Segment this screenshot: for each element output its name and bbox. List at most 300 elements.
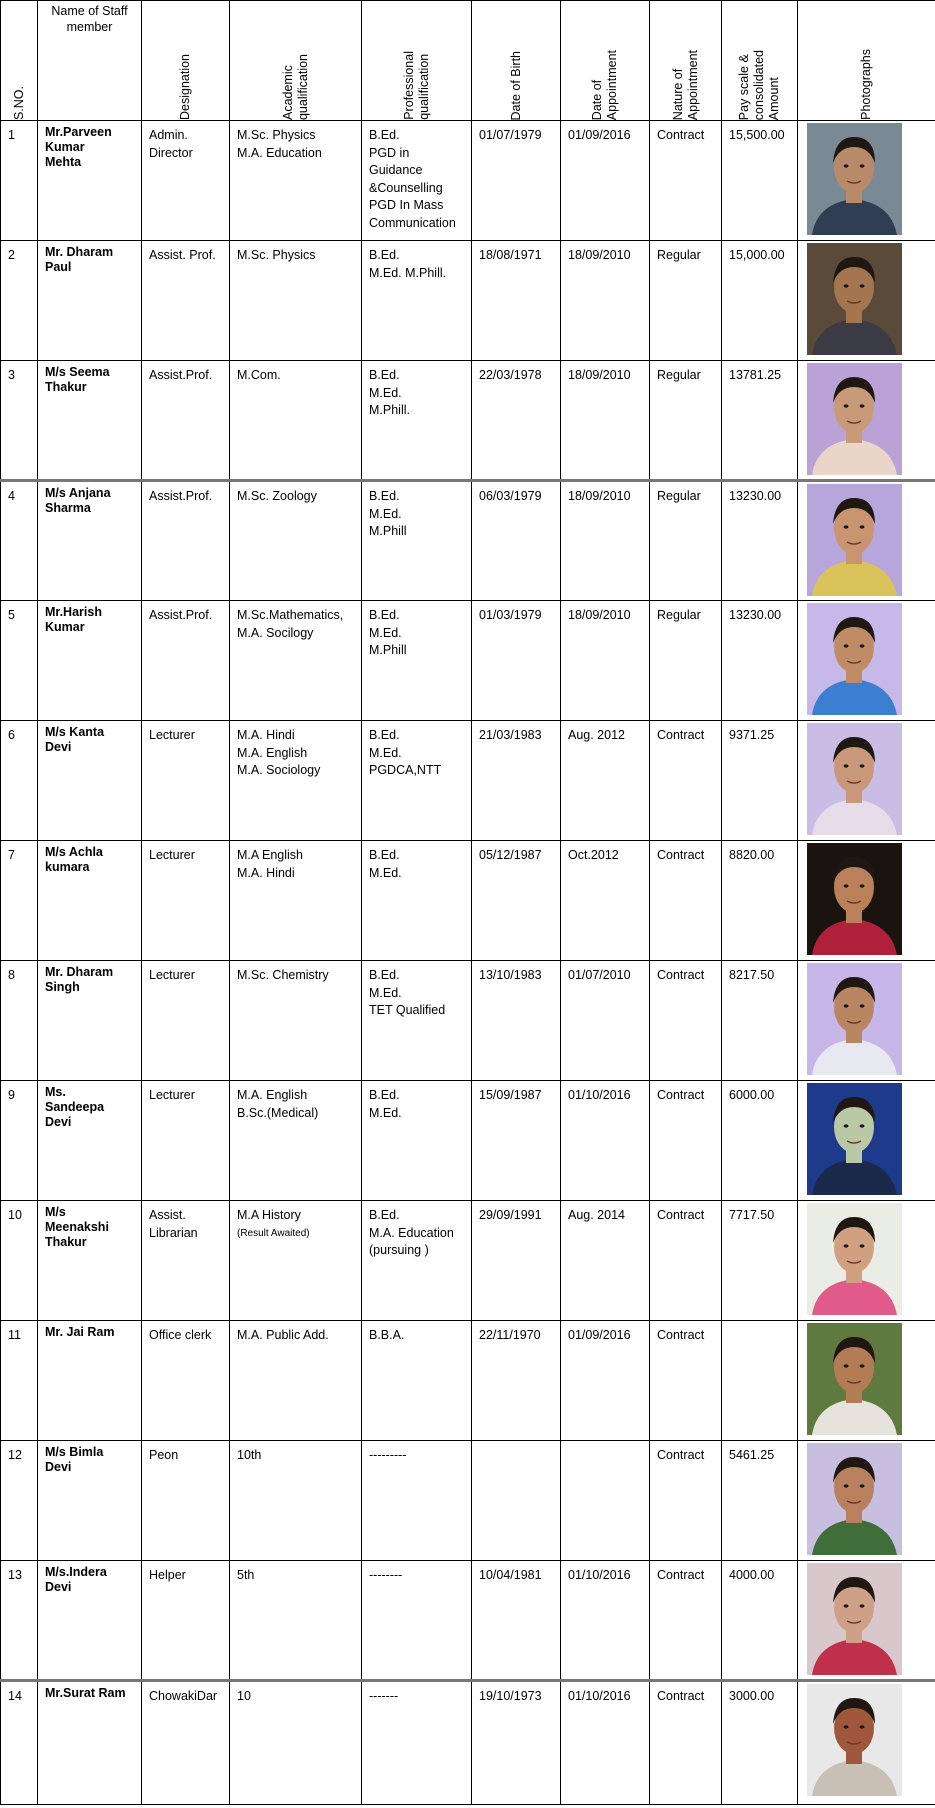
cell-academic-text: M.A. Hindi M.A. English M.A. Sociology [237, 728, 321, 777]
cell-academic [230, 601, 362, 721]
cell-doa [561, 841, 650, 961]
cell-dob [472, 481, 561, 601]
cell-designation-text: Lecturer [149, 1088, 195, 1102]
photo-eye-right [860, 284, 865, 287]
cell-photo [798, 841, 935, 961]
header-designation: Designation [142, 1, 230, 121]
cell-designation-text: Office clerk [149, 1328, 212, 1342]
cell-professional [362, 1441, 472, 1561]
cell-designation [142, 961, 230, 1081]
cell-academic-text: M.A. English B.Sc.(Medical) [237, 1088, 319, 1120]
cell-academic-text: M.Sc. Zoology [237, 489, 317, 503]
cell-sno [1, 961, 38, 1081]
cell-designation-text: Lecturer [149, 968, 195, 982]
cell-designation [142, 1561, 230, 1681]
photo-eye-right [860, 1244, 865, 1247]
cell-pay-text: 13230.00 [729, 489, 782, 503]
cell-sno-text: 1 [8, 128, 15, 142]
cell-designation [142, 361, 230, 481]
cell-designation-text: Lecturer [149, 728, 195, 742]
cell-professional-text: B.B.A. [369, 1328, 405, 1342]
cell-professional [362, 961, 472, 1081]
cell-pay-text: 8820.00 [729, 848, 775, 862]
header-nature: Nature of Appointment [650, 1, 722, 121]
cell-pay-text: 4000.00 [729, 1568, 775, 1582]
cell-name-text: Mr. Dharam Singh [45, 965, 114, 994]
cell-academic-text: M.A. Public Add. [237, 1328, 329, 1342]
cell-designation-text: Admin. Director [149, 128, 193, 160]
table-row [1, 841, 935, 961]
staff-photo [807, 363, 902, 475]
cell-designation [142, 481, 230, 601]
cell-dob [472, 1561, 561, 1681]
cell-pay [722, 1561, 798, 1681]
cell-dob [472, 841, 561, 961]
cell-designation [142, 601, 230, 721]
cell-designation [142, 721, 230, 841]
staff-photo [807, 963, 902, 1075]
portrait-icon [807, 1443, 902, 1555]
cell-photo [798, 1081, 935, 1201]
photo-eye-left [844, 1244, 849, 1247]
cell-academic [230, 721, 362, 841]
cell-professional [362, 481, 472, 601]
cell-academic [230, 1321, 362, 1441]
photo-eye-left [844, 1364, 849, 1367]
photo-eye-right [860, 525, 865, 528]
cell-sno-text: 6 [8, 728, 15, 742]
cell-name-text: Mr. Jai Ram [45, 1325, 115, 1339]
cell-name-text: M/s Meenakshi Thakur [45, 1205, 109, 1249]
header-sno: S.NO. [1, 1, 38, 121]
cell-name-text: M/s Seema Thakur [45, 365, 110, 394]
cell-pay [722, 961, 798, 1081]
cell-academic-text: 10 [237, 1689, 251, 1703]
cell-dob-text: 10/04/1981 [479, 1568, 542, 1582]
cell-name [38, 481, 142, 601]
cell-sno-text: 12 [8, 1448, 22, 1462]
portrait-icon [807, 243, 902, 355]
cell-pay [722, 361, 798, 481]
cell-academic-text: M.Sc. Physics M.A. Education [237, 128, 322, 160]
cell-sno [1, 721, 38, 841]
cell-designation [142, 1681, 230, 1805]
cell-doa-text: 18/09/2010 [568, 248, 631, 262]
cell-name [38, 1561, 142, 1681]
photo-eye-right [860, 764, 865, 767]
staff-photo [807, 603, 902, 715]
portrait-icon [807, 603, 902, 715]
cell-academic-text: M.Sc.Mathematics, M.A. Socilogy [237, 608, 344, 640]
cell-designation [142, 1441, 230, 1561]
table-row [1, 241, 935, 361]
staff-photo [807, 1323, 902, 1435]
cell-dob-text: 05/12/1987 [479, 848, 542, 862]
cell-professional-text: B.Ed. M.Ed. M.Phill. [369, 248, 447, 280]
cell-doa [561, 721, 650, 841]
cell-name [38, 601, 142, 721]
cell-academic [230, 121, 362, 241]
portrait-icon [807, 963, 902, 1075]
cell-nature-text: Contract [657, 128, 705, 142]
cell-pay [722, 1681, 798, 1805]
staff-photo [807, 723, 902, 835]
cell-designation [142, 841, 230, 961]
cell-doa [561, 961, 650, 1081]
cell-pay [722, 241, 798, 361]
cell-professional [362, 241, 472, 361]
cell-sno [1, 1321, 38, 1441]
cell-pay [722, 1201, 798, 1321]
cell-professional-text: B.Ed. M.Ed. TET Qualified [369, 968, 446, 1017]
cell-sno [1, 121, 38, 241]
photo-eye-left [844, 1004, 849, 1007]
cell-dob-text: 22/03/1978 [479, 368, 542, 382]
cell-doa [561, 1201, 650, 1321]
header-dob: Date of Birth [472, 1, 561, 121]
cell-pay [722, 1441, 798, 1561]
cell-professional-text: B.Ed. M.Ed. PGDCA,NTT [369, 728, 442, 777]
cell-pay-text: 13781.25 [729, 368, 782, 382]
cell-nature-text: Regular [657, 489, 701, 503]
cell-nature [650, 1561, 722, 1681]
cell-designation-text: Assist.Prof. [149, 489, 213, 503]
cell-doa [561, 1441, 650, 1561]
cell-sno-text: 9 [8, 1088, 15, 1102]
table-row [1, 721, 935, 841]
cell-professional-text: B.Ed. M.Ed. M.Phill [369, 489, 407, 538]
cell-name-text: M/s Anjana Sharma [45, 486, 111, 515]
table-row [1, 1321, 935, 1441]
cell-dob [472, 1321, 561, 1441]
cell-sno [1, 841, 38, 961]
cell-academic-text: M.Sc. Physics [237, 248, 316, 262]
cell-name-text: M/s Achla kumara [45, 845, 103, 874]
photo-eye-right [860, 404, 865, 407]
portrait-icon [807, 1684, 902, 1796]
portrait-icon [807, 843, 902, 955]
cell-academic [230, 361, 362, 481]
cell-academic-text: 10th [237, 1448, 262, 1462]
table-row [1, 961, 935, 1081]
cell-photo [798, 361, 935, 481]
cell-designation [142, 1081, 230, 1201]
cell-name [38, 1441, 142, 1561]
photo-eye-right [860, 164, 865, 167]
cell-name-text: Mr.Parveen Kumar Mehta [45, 125, 112, 169]
cell-pay-text: 7717.50 [729, 1208, 775, 1222]
cell-dob [472, 1081, 561, 1201]
cell-dob-text: 15/09/1987 [479, 1088, 542, 1102]
cell-sno [1, 1561, 38, 1681]
cell-professional-text: B.Ed. M.Ed. [369, 848, 402, 880]
cell-doa-text [561, 1441, 649, 1447]
cell-sno-text: 8 [8, 968, 15, 982]
photo-eye-left [844, 1604, 849, 1607]
photo-eye-right [860, 884, 865, 887]
cell-dob [472, 1681, 561, 1805]
cell-academic-text: M.Com. [237, 368, 281, 382]
cell-pay [722, 841, 798, 961]
cell-doa [561, 481, 650, 601]
cell-academic [230, 241, 362, 361]
cell-nature [650, 841, 722, 961]
cell-pay [722, 121, 798, 241]
cell-doa-text: 18/09/2010 [568, 608, 631, 622]
table-row [1, 1681, 935, 1805]
cell-name-text: Mr. Dharam Paul [45, 245, 114, 274]
cell-nature-text: Contract [657, 1088, 705, 1102]
cell-designation [142, 1201, 230, 1321]
cell-sno [1, 1681, 38, 1805]
cell-professional-text: B.Ed. M.Ed. M.Phill. [369, 368, 410, 417]
photo-eye-left [844, 1124, 849, 1127]
cell-professional [362, 361, 472, 481]
cell-designation-text: Assist. Prof. [149, 248, 216, 262]
cell-photo [798, 1321, 935, 1441]
photo-eye-left [844, 644, 849, 647]
cell-sno-text: 13 [8, 1568, 22, 1582]
cell-designation [142, 241, 230, 361]
cell-designation [142, 121, 230, 241]
header-pay: Pay scale & consolidated Amount [722, 1, 798, 121]
table-row [1, 1201, 935, 1321]
cell-professional [362, 1561, 472, 1681]
cell-doa-text: 01/07/2010 [568, 968, 631, 982]
portrait-icon [807, 723, 902, 835]
cell-dob-text: 18/08/1971 [479, 248, 542, 262]
cell-pay-text: 6000.00 [729, 1088, 775, 1102]
portrait-icon [807, 484, 902, 596]
cell-designation-text: Helper [149, 1568, 186, 1582]
cell-photo [798, 1201, 935, 1321]
cell-dob-text: 06/03/1979 [479, 489, 542, 503]
cell-professional [362, 841, 472, 961]
staff-photo [807, 1443, 902, 1555]
cell-pay-text: 9371.25 [729, 728, 775, 742]
photo-eye-left [844, 884, 849, 887]
cell-photo [798, 481, 935, 601]
cell-academic-text: M.Sc. Chemistry [237, 968, 329, 982]
cell-nature-text: Regular [657, 608, 701, 622]
cell-academic-text: M.A English M.A. Hindi [237, 848, 304, 880]
cell-photo [798, 1441, 935, 1561]
table-row [1, 1441, 935, 1561]
cell-professional [362, 1681, 472, 1805]
cell-nature [650, 361, 722, 481]
staff-photo [807, 1083, 902, 1195]
cell-nature [650, 1201, 722, 1321]
cell-doa-text: 01/10/2016 [568, 1689, 631, 1703]
cell-doa-text: Oct.2012 [568, 848, 619, 862]
cell-nature [650, 1081, 722, 1201]
cell-academic-text: 5th [237, 1568, 255, 1582]
cell-dob-text: 19/10/1973 [479, 1689, 542, 1703]
table-row [1, 1081, 935, 1201]
cell-photo [798, 1561, 935, 1681]
cell-name [38, 241, 142, 361]
table-row [1, 1561, 935, 1681]
cell-nature-text: Contract [657, 1328, 705, 1342]
photo-eye-right [860, 1004, 865, 1007]
cell-nature-text: Regular [657, 248, 701, 262]
cell-dob-text: 01/03/1979 [479, 608, 542, 622]
portrait-icon [807, 1083, 902, 1195]
cell-academic [230, 1081, 362, 1201]
cell-doa [561, 241, 650, 361]
cell-nature [650, 481, 722, 601]
cell-sno-text: 7 [8, 848, 15, 862]
cell-sno-text: 2 [8, 248, 15, 262]
cell-professional [362, 721, 472, 841]
photo-eye-left [844, 1725, 849, 1728]
cell-dob-text [472, 1441, 560, 1447]
cell-photo [798, 121, 935, 241]
cell-doa [561, 121, 650, 241]
cell-name [38, 1321, 142, 1441]
photo-eye-right [860, 1604, 865, 1607]
cell-professional-text: ------- [369, 1689, 399, 1703]
cell-sno [1, 1081, 38, 1201]
table-row [1, 481, 935, 601]
cell-academic [230, 1561, 362, 1681]
cell-doa [561, 1321, 650, 1441]
cell-sno-text: 14 [8, 1689, 22, 1703]
cell-pay [722, 1081, 798, 1201]
portrait-icon [807, 1563, 902, 1675]
cell-nature [650, 721, 722, 841]
header-photo: Photographs [798, 1, 935, 121]
cell-doa-text: 01/09/2016 [568, 128, 631, 142]
portrait-icon [807, 363, 902, 475]
cell-name [38, 961, 142, 1081]
cell-academic-text: M.A History [237, 1208, 301, 1222]
cell-academic [230, 1681, 362, 1805]
header-row [1, 1, 935, 121]
cell-photo [798, 601, 935, 721]
cell-dob [472, 241, 561, 361]
cell-doa [561, 1561, 650, 1681]
cell-nature-text: Regular [657, 368, 701, 382]
cell-professional-text: -------- [369, 1568, 403, 1582]
cell-designation-text: Assist.Prof. [149, 608, 213, 622]
cell-nature-text: Contract [657, 848, 705, 862]
cell-professional-text: B.Ed. M.Ed. M.Phill [369, 608, 407, 657]
cell-pay-text: 13230.00 [729, 608, 782, 622]
cell-professional [362, 601, 472, 721]
photo-eye-left [844, 525, 849, 528]
cell-nature-text: Contract [657, 968, 705, 982]
cell-designation-text: ChowakiDar [149, 1689, 218, 1703]
cell-academic [230, 1441, 362, 1561]
cell-nature [650, 241, 722, 361]
cell-doa [561, 1681, 650, 1805]
cell-sno [1, 361, 38, 481]
cell-sno-text: 11 [8, 1328, 21, 1342]
cell-pay [722, 1321, 798, 1441]
photo-eye-left [844, 1484, 849, 1487]
cell-dob-text: 13/10/1983 [479, 968, 542, 982]
cell-professional [362, 1321, 472, 1441]
cell-designation [142, 1321, 230, 1441]
cell-professional [362, 1201, 472, 1321]
cell-dob [472, 361, 561, 481]
cell-nature [650, 961, 722, 1081]
portrait-icon [807, 123, 902, 235]
photo-eye-right [860, 1364, 865, 1367]
cell-dob-text: 29/09/1991 [479, 1208, 542, 1222]
cell-doa [561, 1081, 650, 1201]
photo-eye-right [860, 1725, 865, 1728]
cell-sno-text: 3 [8, 368, 15, 382]
cell-dob [472, 1201, 561, 1321]
cell-dob [472, 121, 561, 241]
cell-academic [230, 1201, 362, 1321]
table-row [1, 601, 935, 721]
photo-eye-right [860, 1124, 865, 1127]
cell-pay-text: 8217.50 [729, 968, 775, 982]
cell-sno-text: 4 [8, 489, 15, 503]
cell-dob [472, 601, 561, 721]
cell-name [38, 361, 142, 481]
cell-pay [722, 601, 798, 721]
photo-eye-left [844, 164, 849, 167]
cell-name [38, 121, 142, 241]
cell-sno [1, 1441, 38, 1561]
table-row [1, 361, 935, 481]
cell-dob [472, 1441, 561, 1561]
cell-name-text: M/s Bimla Devi [45, 1445, 104, 1474]
photo-eye-right [860, 1484, 865, 1487]
cell-designation-text: Assist.Prof. [149, 368, 213, 382]
cell-doa-text: Aug. 2014 [568, 1208, 625, 1222]
cell-professional [362, 121, 472, 241]
cell-doa [561, 601, 650, 721]
cell-photo [798, 721, 935, 841]
cell-name-text: M/s.Indera Devi [45, 1565, 107, 1594]
cell-academic [230, 961, 362, 1081]
cell-nature [650, 1321, 722, 1441]
cell-sno [1, 241, 38, 361]
cell-doa-text: 18/09/2010 [568, 489, 631, 503]
cell-name [38, 1201, 142, 1321]
cell-pay [722, 721, 798, 841]
cell-dob-text: 21/03/1983 [479, 728, 542, 742]
cell-name-text: M/s Kanta Devi [45, 725, 105, 754]
cell-nature [650, 1681, 722, 1805]
staff-photo [807, 484, 902, 596]
cell-photo [798, 1681, 935, 1805]
cell-photo [798, 961, 935, 1081]
staff-photo [807, 243, 902, 355]
cell-doa-text: 01/10/2016 [568, 1568, 631, 1582]
staff-photo [807, 1684, 902, 1796]
cell-sno [1, 1201, 38, 1321]
cell-name [38, 841, 142, 961]
photo-eye-left [844, 284, 849, 287]
cell-pay [722, 481, 798, 601]
cell-doa [561, 361, 650, 481]
header-doa: Date of Appointment [561, 1, 650, 121]
cell-dob-text: 22/11/1970 [479, 1328, 541, 1342]
cell-name-text: Mr.Surat Ram [45, 1686, 126, 1700]
cell-name [38, 1081, 142, 1201]
staff-photo [807, 123, 902, 235]
cell-photo [798, 241, 935, 361]
cell-academic [230, 841, 362, 961]
cell-professional-text: --------- [369, 1448, 407, 1462]
cell-name-text: Mr.Harish Kumar [45, 605, 102, 634]
